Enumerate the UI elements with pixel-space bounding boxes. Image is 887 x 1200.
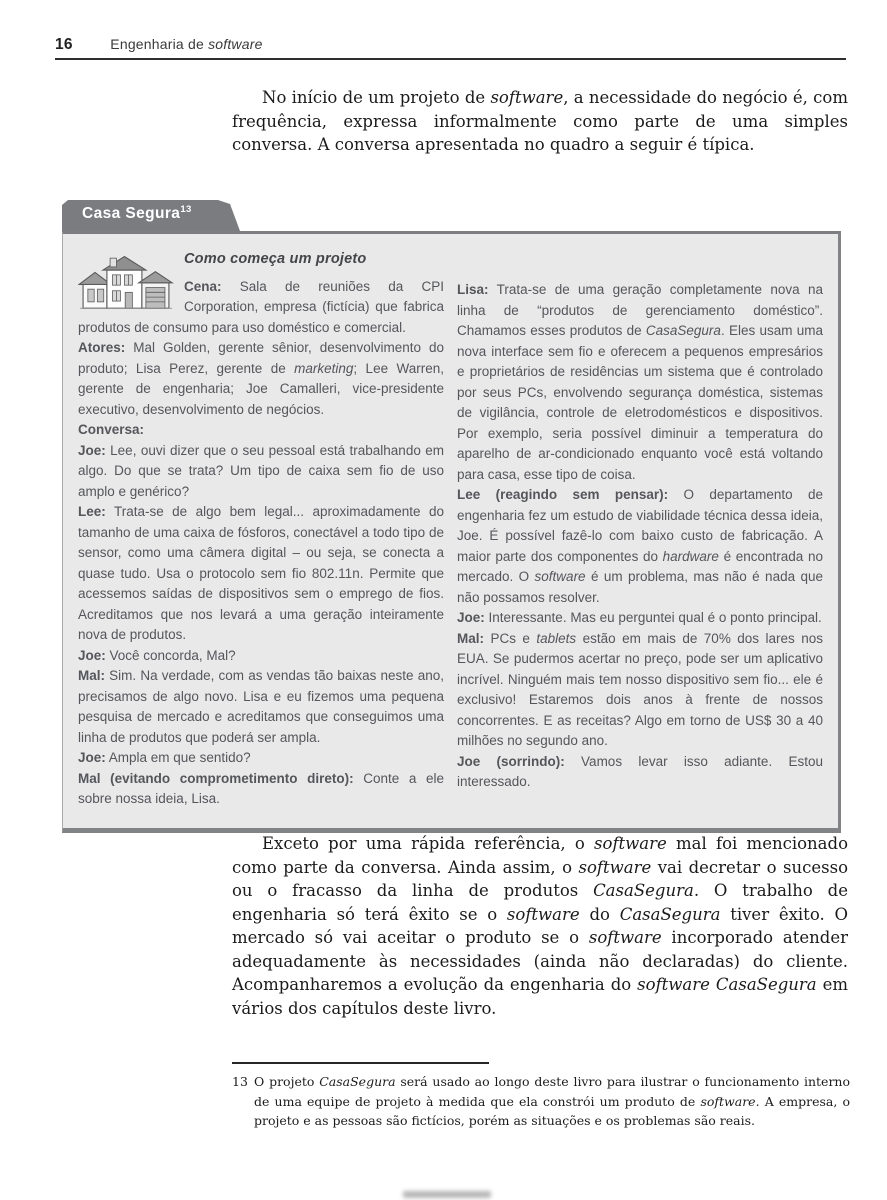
text-segment: CasaSegura xyxy=(319,1074,396,1089)
text-segment: incorporado atender adequadamente às necessidades (ainda não declaradas) do cliente. Acompanharemos a evolução da engenharia do xyxy=(232,928,848,994)
dialogue-paragraph xyxy=(457,752,823,793)
text-segment: Joe: xyxy=(78,442,106,458)
text-segment: Cena: xyxy=(184,278,222,294)
text-segment: marketing xyxy=(294,360,354,376)
text-segment: O projeto xyxy=(254,1074,320,1089)
text-segment: Sim. Na verdade, com as vendas tão baixas neste ano, precisamos de algo novo. Lisa e eu fizemos uma pequena pesquisa de mercado e acreditamos que conseguimos uma linha de produtos que poderá ser ampla. xyxy=(78,668,444,745)
text-segment: CasaSegura xyxy=(619,904,721,924)
text-segment: software xyxy=(578,857,652,877)
text-segment: software xyxy=(208,36,263,52)
dialogue-paragraph xyxy=(78,646,444,667)
text-segment: Atores: xyxy=(78,340,126,355)
text-segment: Ampla em que sentido? xyxy=(105,750,251,765)
text-segment: software xyxy=(490,88,564,107)
casasegura-sidebar-box xyxy=(62,200,841,833)
text-segment: Sala de reuniões da CPI Corporation, empresa (fictícia) que fabrica produtos de consumo para uso doméstico e comercial. xyxy=(78,278,444,335)
dialogue-paragraph xyxy=(457,629,823,752)
closing-paragraph xyxy=(232,832,848,1020)
dialogue-paragraph xyxy=(78,666,444,748)
sidebar-tab-text: Casa Segura xyxy=(82,205,181,222)
text-segment: Conversa: xyxy=(78,422,145,437)
text-segment: Interessante. Mas eu perguntei qual é o ponto principal. xyxy=(484,610,822,625)
text-segment: Joe: xyxy=(78,647,106,663)
text-segment: mal foi mencionado como parte da conversa. Ainda assim, o xyxy=(232,834,849,877)
house-icon xyxy=(78,251,174,313)
text-segment: No início de um projeto de xyxy=(262,88,491,107)
text-segment: Joe: xyxy=(457,610,485,625)
text-segment: software xyxy=(700,1093,756,1109)
text-segment: Lisa: xyxy=(457,282,489,297)
text-segment: vai decretar o sucesso ou o fracasso da linha de produtos xyxy=(232,857,849,900)
intro-paragraph xyxy=(232,86,848,157)
dialogue-paragraph xyxy=(78,502,444,646)
text-segment: é encontrada no mercado. O xyxy=(457,548,823,584)
scan-artifact xyxy=(403,1191,491,1198)
text-segment: tiver êxito. O mercado só vai aceitar o produto se o xyxy=(232,904,848,947)
dialogue-paragraph xyxy=(457,485,823,608)
text-segment: O departamento de engenharia fez um estudo de viabilidade técnica dessa ideia, Joe. É possível fazê-lo com baixo custo de fabricação. A maior parte dos componentes do xyxy=(457,487,823,564)
text-segment: hardware xyxy=(662,548,719,564)
dialogue-paragraph xyxy=(457,608,823,629)
text-segment: do xyxy=(579,904,620,924)
text-segment: . Eles usam uma nova interface sem fio e oferecem a pequenos empresários e proprietários de residências um sistema que é controlado por seus PCs, envolvendo segurança doméstica, sistemas de vigilância, controle de eletrodomésticos e dispositivos. Por exemplo, seria possível diminuir a temperatura do aparelho de ar-condicionado enquanto você está voltando para casa, esse tipo de coisa. xyxy=(457,323,823,482)
text-segment: é um problema, mas não é nada que não possamos resolver. xyxy=(457,569,823,605)
text-segment: será usado ao longo deste livro para ilustrar o funcionamento interno de uma equipe de projeto à medida que ela constrói um produto de xyxy=(254,1074,850,1109)
running-head-title xyxy=(110,36,262,52)
text-segment: Você concorda, Mal? xyxy=(105,647,236,663)
sidebar-tab-title xyxy=(62,200,240,223)
right-column-dialogue xyxy=(457,280,823,793)
text-segment: tablets xyxy=(536,630,577,646)
footnote-text xyxy=(254,1072,850,1131)
text-segment: Mal Golden, gerente sênior, desenvolvimento do produto; Lisa Perez, gerente de xyxy=(78,340,444,376)
footnote-number: 13 xyxy=(232,1074,248,1089)
text-segment: software CasaSegura xyxy=(637,975,817,994)
text-segment: software xyxy=(594,834,667,853)
text-segment: . O trabalho de engenharia só terá êxito se o xyxy=(232,881,848,924)
text-segment: Conte a ele sobre nossa ideia, Lisa. xyxy=(78,770,444,806)
sidebar-box-title: Como começa um projeto xyxy=(184,251,367,267)
text-segment: software xyxy=(506,904,580,924)
sidebar-tab xyxy=(62,200,240,231)
text-segment: Lee (reagindo sem pensar): xyxy=(457,487,669,502)
dialogue-paragraph xyxy=(78,338,444,420)
dialogue-paragraph xyxy=(78,420,444,441)
text-segment: CasaSegura xyxy=(593,881,694,900)
text-segment: Mal: xyxy=(457,630,484,646)
footnote xyxy=(232,1072,850,1131)
text-segment: ; Lee Warren, gerente de engenharia; Joe Camalleri, vice-presidente executivo, desenvolvimento de negócios. xyxy=(78,360,444,417)
dialogue-paragraph xyxy=(78,441,444,503)
page-header xyxy=(55,36,845,56)
sidebar-body xyxy=(62,231,841,833)
text-segment: Lee, ouvi dizer que o seu pessoal está trabalhando em algo. Do que se trata? Um tipo de caixa sem fio de uso amplo e genérico? xyxy=(78,442,444,499)
text-segment: software xyxy=(534,569,586,584)
text-segment: Joe (sorrindo): xyxy=(457,753,565,769)
text-segment: PCs e xyxy=(484,630,537,646)
text-segment: Trata-se de algo bem legal... aproximadamente do tamanho de uma caixa de fósforos, conectável a todo tipo de sensor, como uma câmera digital – ou seja, se conecta a quase tudo. Usa o protocolo sem fio 802.11n. Permite que acessemos saídas de dispositivos sem o emprego de fios. Acreditamos que nos levará a uma geração inteiramente nova de produtos. xyxy=(78,504,444,642)
sidebar-left-column xyxy=(78,249,444,810)
text-segment: Trata-se de uma geração completamente nova na linha de “produtos de gerenciamento doméstico”. Chamamos esses produtos de xyxy=(457,282,823,338)
text-segment: Mal (evitando comprometimento direto): xyxy=(78,770,354,786)
text-segment: Joe: xyxy=(78,750,106,765)
text-segment: em vários dos capítulos deste livro. xyxy=(232,975,849,1018)
footnote-reference-superscript: 13 xyxy=(180,203,192,215)
dialogue-paragraph xyxy=(78,748,444,769)
text-segment: CasaSegura xyxy=(645,323,721,338)
footnote-rule xyxy=(232,1062,489,1064)
dialogue-paragraph xyxy=(78,769,444,810)
text-segment: Exceto por uma rápida referência, o xyxy=(262,834,595,853)
text-segment: Lee: xyxy=(78,504,106,519)
text-segment: , a necessidade do negócio é, com frequência, expressa informalmente como parte de uma simples conversa. A conversa apresentada no quadro a seguir é típica. xyxy=(232,88,848,154)
text-segment: Engenharia de xyxy=(110,36,209,52)
dialogue-paragraph xyxy=(457,280,823,485)
header-rule xyxy=(55,58,846,60)
text-segment: estão em mais de 70% dos lares nos EUA. Se pudermos acertar no preço, pode ser um aplicativo incrível. Ninguém mais tem nosso dispositivo sem fio... ele é exclusivo! Estaremos dois anos à frente de nossos concorrentes. E as receitas? Algo em torno de US$ 30 a 40 milhões no segundo ano. xyxy=(457,630,823,748)
page-number: 16 xyxy=(55,36,73,53)
sidebar-right-column xyxy=(457,249,823,810)
text-segment: . A empresa, o projeto e as pessoas são fictícios, porém as situações e os problemas são reais. xyxy=(254,1093,850,1128)
left-column-dialogue xyxy=(78,277,444,810)
text-segment: software xyxy=(588,928,662,947)
text-segment: Mal: xyxy=(78,668,105,683)
text-segment: Vamos levar isso adiante. Estou interessado. xyxy=(457,753,823,789)
